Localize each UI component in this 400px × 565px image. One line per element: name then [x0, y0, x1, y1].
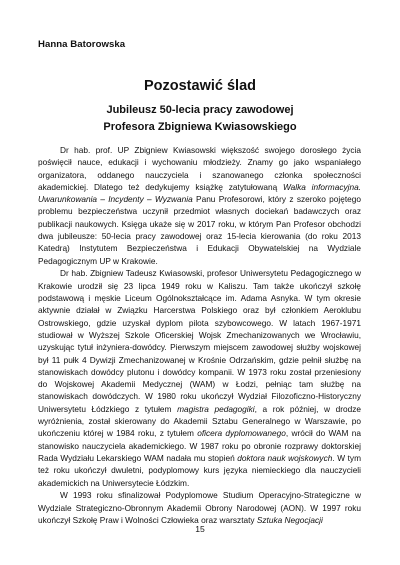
body-text [38, 144, 361, 526]
paragraph-text: W 1993 roku sfinalizował Podyplomowe Studium Operacyjno-Strategiczne w Wydziale Strategiczno-Obronnym Akademii Obrony Narodowej (AON). W 1997 roku ukończył Szkołę Praw i Wolności Człowieka oraz warsztaty [38, 490, 361, 525]
chapter-subtitle-line-2: Profesora Zbigniewa Kwiasowskiego [103, 121, 297, 133]
italic-text: magistra pedagogiki [177, 403, 255, 414]
paragraph-text: Panu Profesorowi, który z szeroko pojętego problemu bezpieczeństwa uczynił przedmiot własnych dociekań badawczych oraz publikacji naukowych. Księga ukaże się w 2017 roku, w którym Pan Profesor obchodzi dwa jubileusze: 50-lecia pracy zawodowej oraz 15-lecia kierowania (do roku 2013 Katedrą) Instytutem Bezpieczeństwa i Edukacji Obywatelskiej na Wydziale Pedagogicznym UP w Krakowie. [38, 194, 361, 266]
italic-text: oficera dyplomowanego [197, 428, 286, 439]
paragraph-text: Dr hab. prof. UP Zbigniew Kwiasowski większość swojego dorosłego życia poświęcił nauce, edukacji i wychowaniu młodzieży. Znamy go jako wspaniałego organizatora, oddanego nauczyciela i szanowanego członka społeczności akademickiej. Dlatego też dedykujemy książkę zatytułowaną [38, 145, 361, 192]
paragraph-text: . W tym też roku ukończył dwuletni, podyplomowy kurs języka niemieckiego dla nauczycieli akademickich na Uniwersytecie Łódzkim. [38, 452, 361, 488]
body-paragraph [38, 489, 361, 526]
author-name: Hanna Batorowska [38, 39, 126, 50]
body-paragraph [38, 267, 361, 488]
italic-text: doktora nauk wojskowych [237, 452, 333, 463]
italic-text: Walka informacyjna. Uwarunkowania – Incydenty – Wyzwania [38, 181, 361, 205]
italic-text: Sztuka Negocjacji [256, 514, 323, 525]
paragraph-text: , wrócił do WAM na stanowisko nauczyciela akademickiego. W 1987 roku po obronie rozprawy doktorskiej Rada Wydziału Lekarskiego WAM nadała mu stopień [38, 428, 362, 463]
paragraph-text: Dr hab. Zbigniew Tadeusz Kwiasowski, profesor Uniwersytetu Pedagogicznego w Krakowie urodził się 23 lipca 1949 roku w Kaliszu. Tam także ukończył szkołę podstawową i męskie Liceum Ogólnokształcące im. Adama Asnyka. W tym okresie aktywnie działał w Związku Harcerstwa Polskiego oraz był członkiem Aeroklubu Ostrowskiego, gdzie uzyskał dyplom pilota szybowcowego. W latach 1967-1971 studiował w Wyższej Szkole Oficerskiej Wojsk Zmechanizowanych we Wrocławiu, uzyskując tytuł inżyniera-dowódcy. Pierwszym miejscem zawodowej służby wojskowej był 11 pułk 4 Dywizji Zmechanizowanej w Krośnie Odrzańskim, gdzie pełnił służbę na stanowiskach dowódcy plutonu i dowódcy kompanii. W 1973 roku został przeniesiony do Wojskowej Akademii Medycznej (WAM) w Łodzi, pełniąc tam służbę na stanowiskach dowódczych. W 1980 roku ukończył Wydział Filozoficzno-Historyczny Uniwersytetu Łódzkiego z tytułem [38, 268, 361, 414]
body-paragraph [38, 144, 361, 267]
paragraph-text: , a rok później, w drodze wyróżnienia, został skierowany do Akademii Sztabu Generalnego w Warszawie, po ukończeniu której w 1984 roku, z tytułem [38, 403, 361, 439]
chapter-title: Pozostawić ślad [143, 78, 256, 94]
chapter-subtitle-line-1: Jubileusz 50-lecia pracy zawodowej [106, 104, 294, 116]
page-number: 15 [195, 524, 205, 534]
